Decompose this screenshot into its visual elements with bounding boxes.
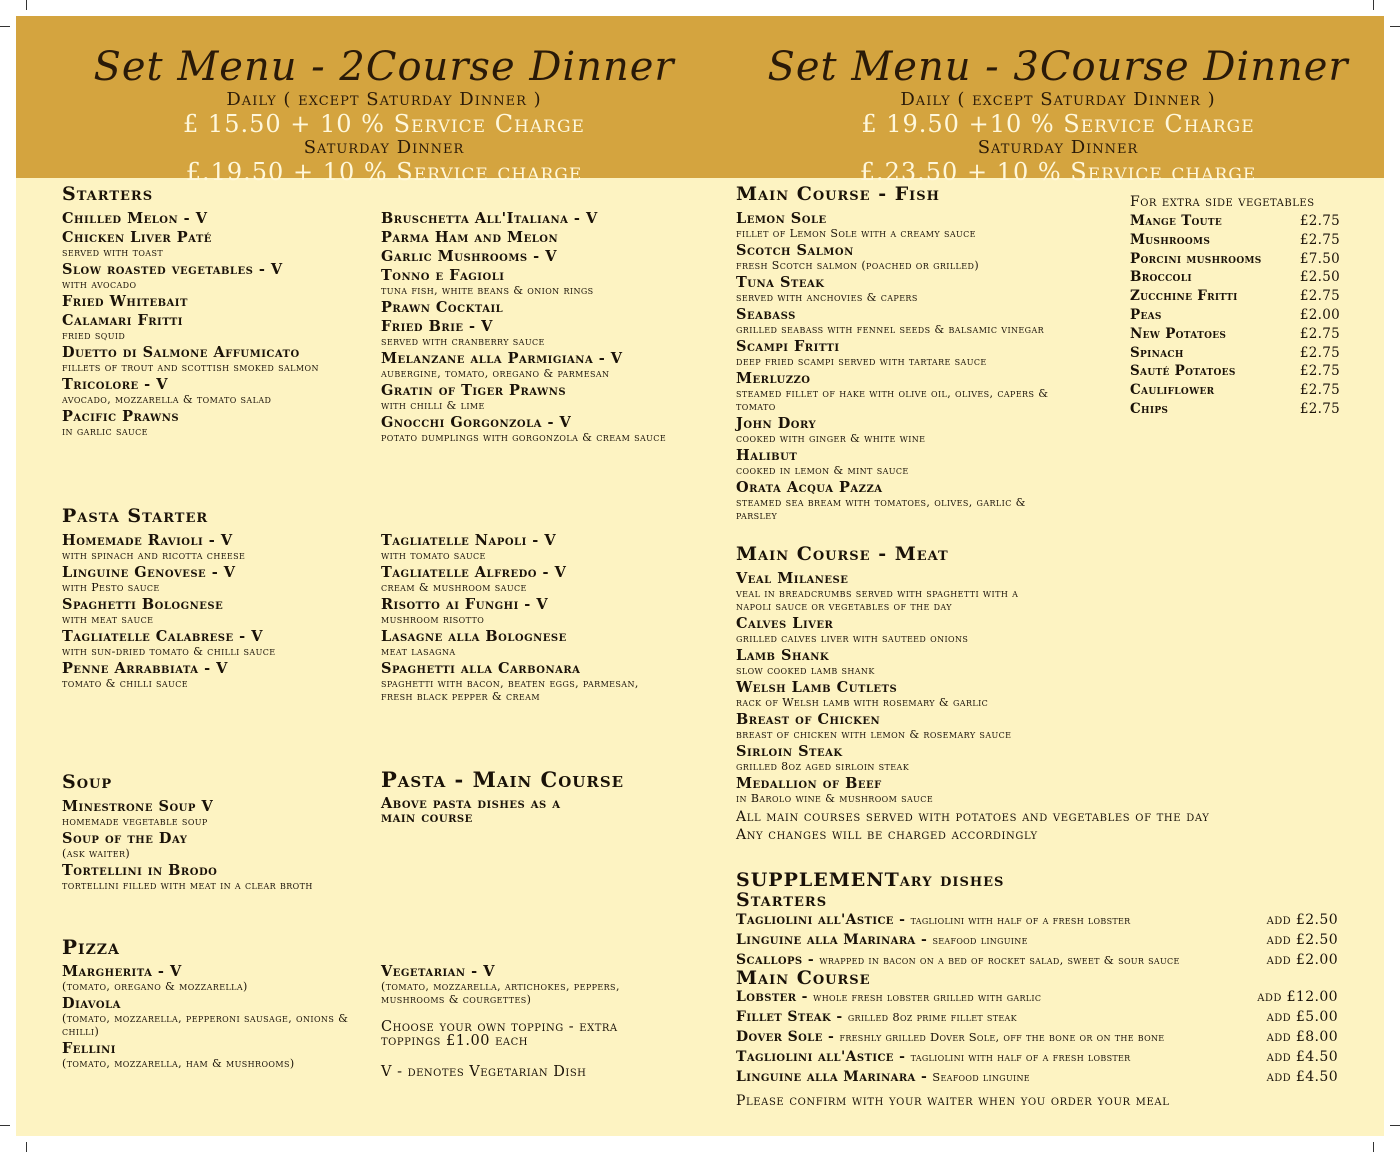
menu-item-description: spaghetti with bacon, beaten eggs, parmesan, fresh black pepper & cream [381,677,639,703]
menu-item-name: Tortellini in Brodo [62,862,218,879]
menu-item-description: with chilli & lime [381,399,485,412]
left-daily-line: Daily ( except Saturday Dinner ) [226,89,542,110]
menu-item-description: with tomato sauce [381,549,486,562]
meat-list [736,571,1046,805]
fish-list [736,211,1056,522]
menu-item-description: with sun-dried tomato & chilli sauce [62,645,276,658]
menu-item-description: breast of chicken with lemon & rosemary sauce [736,728,1012,741]
menu-item [381,319,681,348]
menu-item-name: Halibut [736,447,798,464]
menu-item-name: Veal Milanese [736,570,849,587]
menu-item-description: grilled calves liver with sauteed onions [736,632,969,645]
menu-item-description: served with cranberry sauce [381,335,545,348]
menu-item [62,964,362,993]
menu-item-name: Minestrone Soup V [62,798,214,815]
menu-item [381,533,641,562]
supplementary-mains-list [736,987,1338,1086]
supplementary-item-name: Scallops - [736,951,820,968]
menu-item-name: Lemon Sole [736,210,827,227]
soup-list [62,799,362,892]
supplementary-item-description: grilled 8oz prime fillet steak [847,1010,1017,1025]
supplementary-item-price: add £8.00 [1266,1028,1338,1045]
confirm-note: Please confirm with your waiter when you order your meal [736,1093,1170,1110]
menu-item-name: Calamari Fritti [62,312,183,329]
side-vegetables [1130,194,1340,419]
left-daily-price: £ 15.50 + 10 % Service Charge [183,110,585,138]
menu-item-description: deep fried scampi served with tartare sauce [736,355,987,368]
menu-item-name: Tuna Steak [736,274,825,291]
menu-item-name: Lasagne alla Bolognese [381,628,567,645]
menu-item [62,661,362,690]
menu-item-name: Soup of the Day [62,830,188,847]
menu-item-name: Vegetarian - V [381,963,495,980]
supplementary-item-description: freshly grilled Dover Sole, off the bone or on the bone [839,1029,1165,1044]
supplementary-starters-list [736,910,1338,969]
menu-item-name: Sirloin Steak [736,743,843,760]
menu-item-name: Slow roasted vegetables - V [62,261,283,278]
menu-item [62,597,362,626]
supplementary-item [736,1047,1130,1067]
menu-item [736,339,1056,368]
supplementary-item [736,1027,1164,1047]
starters-section [62,183,362,441]
supplementary-item-price: add £4.50 [1266,1048,1338,1065]
supplementary-row [736,910,1338,930]
side-vegetable-name: New Potatoes [1130,325,1227,342]
menu-item-name: Fellini [62,1040,116,1057]
menu-item [62,533,362,562]
menu-item [736,648,1046,677]
side-vegetable-price: £2.75 [1299,363,1340,380]
side-vegetable-row [1130,400,1340,419]
side-vegetable-name: Chips [1130,400,1169,417]
menu-item [62,211,362,227]
supplementary-starters-heading: Starters [736,889,828,911]
menu-item [62,409,362,438]
supplementary-item-price: add £12.00 [1257,989,1338,1006]
crop-mark [26,1142,27,1152]
menu-item-description: avocado, mozzarella & tomato salad [62,393,272,406]
menu-item [736,744,1046,773]
menu-item-description: fillet of Lemon Sole with a creamy sauce [736,227,976,240]
menu-item-description: (tomato, oregano & mozzarella) [62,980,248,993]
pasta-starter-col2-block [381,533,641,706]
crop-mark [26,0,27,10]
supplementary-item [736,987,1041,1007]
supplementary-item-description: wrapped in bacon on a bed of rocket salad, sweet & sour sauce [819,952,1180,967]
right-daily-price: £ 19.50 +10 % Service Charge [861,110,1255,138]
menu-item [62,799,362,828]
menu-item [62,629,362,658]
menu-item [736,480,1056,522]
menu-item-description: fresh Scotch salmon (poached or grilled) [736,259,980,272]
menu-item-description: steamed fillet of hake with olive oil, olives, capers & tomato [736,387,1049,413]
left-title: Set Menu - 2Course Dinner [93,44,675,90]
side-vegetable-row [1130,287,1340,306]
menu-item-name: Fried Whitebait [62,293,188,310]
supplementary-item-description: tagliolini with half of a fresh lobster [910,913,1131,927]
side-vegetables-list [1130,212,1340,419]
side-vegetable-price: £2.75 [1299,213,1340,229]
menu-item-description: grilled seabass with fennel seeds & balsamic vinegar [736,323,1045,336]
menu-item-name: Garlic Mushrooms - V [381,248,557,265]
menu-item [62,313,362,342]
supplementary-item-name: Linguine alla Marinara - [736,931,933,948]
menu-item-description: rack of Welsh lamb with rosemary & garlic [736,696,989,709]
supplementary-item-price: add £2.50 [1266,931,1338,948]
menu-item-description: steamed sea bream with tomatoes, olives, garlic & parsley [736,496,1026,522]
menu-item [62,1041,362,1070]
section-heading: Soup [62,771,113,793]
side-vegetable-price: £2.75 [1299,400,1340,417]
menu-item-description: tomato & chilli sauce [62,677,189,690]
menu-item [62,345,362,374]
menu-item [381,661,641,703]
menu-item-name: Medallion of Beef [736,775,882,792]
side-vegetable-price: £7.50 [1299,250,1340,267]
meat-note-1: All main courses served with potatoes and vegetables of the day [736,809,1210,825]
menu-item-name: Tagliatelle Calabrese - V [62,628,263,645]
topping-note: Choose your own topping - extra toppings £1.00 each [381,1019,618,1049]
menu-item [736,371,1056,413]
menu-item [381,964,661,1006]
menu-item-name: John Dory [736,415,817,432]
crop-mark [0,26,10,27]
menu-item-description: cooked in lemon & mint sauce [736,464,909,477]
menu-item-name: Pacific Prawns [62,408,180,425]
supplementary-item-name: Fillet Steak - [736,1009,848,1026]
section-heading: Starters [62,183,154,205]
menu-item [381,268,681,297]
crop-mark [1373,0,1374,10]
soup-section [62,771,362,895]
menu-item [736,243,1056,272]
menu-item [736,416,1056,445]
section-heading: Main Course - Meat [736,543,949,565]
menu-item-description: veal in breadcrumbs served with spaghetti with a napoli sauce or vegetables of the day [736,587,1019,613]
side-vegetable-price: £2.00 [1299,306,1340,323]
section-heading: Pasta - Main Course [381,767,625,792]
pizza-col2 [381,964,661,1006]
supplementary-item-name: Linguine alla Marinara - [736,1068,928,1085]
menu-item-name: Lamb Shank [736,647,830,664]
menu-item-description: (tomato, mozzarella, ham & mushrooms) [62,1057,295,1070]
menu-item-description: grilled 8oz aged sirloin steak [736,760,910,773]
menu-item-name: Linguine Genovese - V [62,564,236,581]
side-vegetable-row [1130,325,1340,344]
menu-item-name: Diavola [62,995,121,1012]
menu-item-name: Fried Brie - V [381,318,493,335]
supplementary-item [736,1007,1017,1027]
crop-mark [1390,1125,1400,1126]
pasta-main-text: Above pasta dishes as a main course [381,795,561,826]
supplementary-row [736,1047,1338,1067]
pasta-starter-col1 [62,533,362,690]
side-vegetable-name: Sauté Potatoes [1130,363,1236,380]
side-vegetable-price: £2.75 [1299,325,1340,342]
left-saturday-line: Saturday Dinner [303,137,465,158]
supplementary-item-price: add £4.50 [1266,1068,1338,1085]
menu-item-name: Tonno e Fagioli [381,267,505,284]
menu-item-name: Merluzzo [736,370,811,387]
menu-item [381,383,681,412]
supplementary-item-name: Lobster - [736,989,814,1006]
supplementary-row [736,987,1338,1007]
supplementary-section [736,871,1338,1110]
veg-note: V - denotes Vegetarian Dish [381,1064,587,1080]
menu-item-description: in garlic sauce [62,425,148,438]
pizza-col1 [62,964,362,1070]
side-vegetable-price: £2.75 [1299,288,1340,305]
menu-item-name: Homemade Ravioli - V [62,532,233,549]
crop-mark [1373,1142,1374,1152]
supplementary-row [736,930,1338,950]
menu-item [736,448,1056,477]
menu-item-name: Spaghetti Bolognese [62,596,224,613]
supplementary-row [736,1067,1338,1087]
menu-item-description: aubergine, tomato, oregano & parmesan [381,367,610,380]
supplementary-main-heading: Main Course [736,967,871,990]
menu-item [62,565,362,594]
menu-item [736,712,1046,741]
side-vegetable-price: £2.75 [1299,231,1340,248]
supplementary-item-price: add £5.00 [1266,1009,1338,1026]
side-vegetable-row [1130,231,1340,250]
menu-item [736,307,1056,336]
menu-item-name: Welsh Lamb Cutlets [736,679,898,696]
supplementary-item-name: Dover Sole - [736,1028,840,1045]
supplementary-item-description: Seafood linguine [932,1069,1030,1084]
menu-item-description: tuna fish, white beans & onion rings [381,284,594,297]
menu-item-name: Duetto di Salmone Affumicato [62,344,300,361]
menu-item-description: fried squid [62,329,126,342]
menu-item-name: Calves Liver [736,615,834,632]
menu-item [381,597,641,626]
menu-item-name: Seabass [736,306,796,323]
pasta-starter-section [62,505,362,693]
menu-item-description: cream & mushroom sauce [381,581,527,594]
menu-item-description: meat lasagna [381,645,456,658]
menu-item-description: with spinach and ricotta cheese [62,549,246,562]
side-vegetable-name: Mushrooms [1130,231,1211,248]
starters-col2-block [381,211,681,447]
section-heading: Pasta Starter [62,505,209,527]
menu-item-name: Chicken Liver Paté [62,229,212,246]
menu-item-name: Melanzane alla Parmigiana - V [381,350,623,367]
menu-item-description: served with anchovies & capers [736,291,918,304]
side-vegetable-price: £2.75 [1299,344,1340,361]
supplementary-item [736,930,1028,950]
pizza-col2-block [381,964,661,1080]
section-heading: Pizza [62,935,120,959]
starters-col1 [62,211,362,438]
side-vegetable-name: Broccoli [1130,269,1192,286]
side-vegetable-row [1130,268,1340,287]
side-vegetable-row [1130,344,1340,363]
menu-item-name: Margherita - V [62,963,182,980]
side-vegetable-row [1130,212,1340,231]
menu-item [381,629,641,658]
menu-item [736,211,1056,240]
menu-item-description: mushroom risotto [381,613,485,626]
menu-item [736,680,1046,709]
menu-item-name: Chilled Melon - V [62,210,208,227]
supplementary-item [736,1067,1030,1087]
menu-item-name: Tagliatelle Napoli - V [381,532,557,549]
crop-mark [0,1125,10,1126]
menu-item [62,294,362,310]
menu-item-description: cooked with ginger & white wine [736,432,926,445]
right-saturday-price: £.23.50 + 10 % Service charge [859,158,1257,186]
supplementary-row [736,1027,1338,1047]
supplementary-item-price: add £2.00 [1266,951,1338,968]
menu-item-name: Bruschetta All'Italiana - V [381,210,598,227]
menu-item [736,275,1056,304]
menu-item-name: Tricolore - V [62,376,168,393]
menu-item [736,616,1046,645]
side-vegetable-name: Spinach [1130,344,1184,361]
menu-item-name: Scotch Salmon [736,242,854,259]
fish-section [736,183,1056,525]
menu-item [62,230,362,259]
menu-item-name: Gnocchi Gorgonzola - V [381,414,572,431]
menu-item-name: Gratin of Tiger Prawns [381,382,567,399]
menu-item-name: Tagliatelle Alfredo - V [381,564,567,581]
menu-item [736,571,1046,613]
side-vegetable-row [1130,362,1340,381]
side-vegetable-name: Zucchine Fritti [1130,288,1238,305]
pizza-section [62,936,362,1073]
menu-item [381,565,641,594]
menu-item-description: with Pesto sauce [62,581,160,594]
menu-item-name: Breast of Chicken [736,711,881,728]
menu-item-name: Parma Ham and Melon [381,229,559,246]
side-vegetable-price: £2.75 [1299,382,1340,399]
supplementary-item-name: Tagliolini all'Astice - [736,912,911,928]
menu-item-name: Spaghetti alla Carbonara [381,660,581,677]
side-vegetable-name: Peas [1130,306,1162,323]
supplementary-item-price: add £2.50 [1266,912,1338,928]
left-header [74,16,694,184]
side-vegetable-row [1130,381,1340,400]
pasta-main-section [381,769,661,825]
menu-item [381,300,681,316]
side-vegetable-row [1130,306,1340,325]
meat-section [736,543,1296,844]
starters-col2 [381,211,681,444]
menu-item [381,351,681,380]
supplementary-item-description: whole fresh lobster grilled with garlic [813,990,1042,1005]
side-vegetable-name: Cauliflower [1130,382,1215,399]
menu-item [381,230,681,246]
menu-item [62,262,362,291]
menu-item [62,377,362,406]
side-vegetable-row [1130,250,1340,269]
right-header [748,16,1368,184]
menu-item [381,249,681,265]
menu-item [381,211,681,227]
side-vegetable-name: Porcini mushrooms [1130,250,1262,267]
supplementary-item [736,910,1130,930]
menu-item-description: with avocado [62,278,137,291]
left-saturday-price: £.19.50 + 10 % Service charge [185,158,583,186]
menu-item-description: (tomato, mozzarella, artichokes, peppers, mushrooms & courgettes) [381,980,620,1006]
menu-item-name: Prawn Cocktail [381,299,504,316]
right-saturday-line: Saturday Dinner [977,137,1139,158]
menu-item [62,863,362,892]
menu-item [381,415,681,444]
right-daily-line: Daily ( except Saturday Dinner ) [900,89,1216,110]
supplementary-item-description: seafood linguine [932,932,1028,947]
menu-item-description: tortellini filled with meat in a clear broth [62,879,313,892]
meat-note-2: Any changes will be charged accordingly [736,827,1038,843]
menu-item-description: served with toast [62,246,164,259]
menu-item-description: fillets of trout and scottish smoked salmon [62,361,319,374]
menu-item-name: Risotto ai Funghi - V [381,596,549,613]
section-heading: SUPPLEMENTary dishes [736,869,1005,891]
crop-mark [1390,26,1400,27]
side-vegetable-name: Mange Toute [1130,213,1222,229]
section-heading: Main Course - Fish [736,183,940,205]
menu-item [62,831,362,860]
supplementary-row [736,1007,1338,1027]
supplementary-item-description: tagliolini with half of a fresh lobster [910,1049,1131,1064]
side-vegetables-heading: For extra side vegetables [1130,194,1315,210]
menu-item-description: slow cooked lamb shank [736,664,875,677]
menu-item [62,996,362,1038]
menu-item-description: potato dumplings with gorgonzola & cream sauce [381,431,667,444]
pasta-starter-col2 [381,533,641,703]
menu-item-description: (tomato, mozzarella, pepperoni sausage, onions & chilli) [62,1012,349,1038]
menu-item-name: Scampi Fritti [736,338,840,355]
menu-item-description: (ask waiter) [62,847,131,860]
supplementary-item-name: Tagliolini all'Astice - [736,1048,911,1065]
menu-item-description: with meat sauce [62,613,154,626]
menu-item-description: in Barolo wine & mushroom sauce [736,792,934,805]
right-title: Set Menu - 3Course Dinner [767,44,1349,90]
side-vegetable-price: £2.50 [1299,269,1340,286]
menu-item-name: Orata Acqua Pazza [736,479,883,496]
menu-item-description: homemade vegetable soup [62,815,208,828]
menu-item-name: Penne Arrabbiata - V [62,660,228,677]
menu-item [736,776,1046,805]
